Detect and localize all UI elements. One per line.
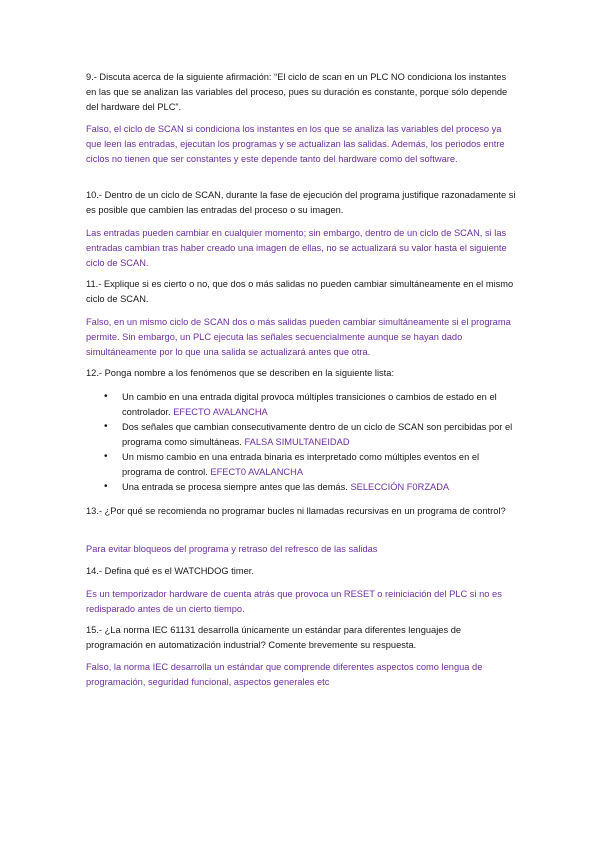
bullet-icon: • bbox=[104, 451, 108, 462]
list-item bbox=[104, 450, 518, 479]
list-item bbox=[104, 480, 518, 495]
answer-9: Falso, el ciclo de SCAN si condiciona los instantes en los que se analiza las variables del proceso ya que leen las entradas, ejecutan los programas y se actualizan las salidas. Además, los periodos entre ciclos no tienen que ser constantes y este depende tanto del hardware como del software. bbox=[86, 124, 505, 164]
question-9: 9.- Discuta acerca de la siguiente afirmación: “El ciclo de scan en un PLC NO condiciona los instantes en las que se analizan las variables del proceso, pues su duración es constante, porque sólo depende del hardware del PLC”. bbox=[86, 72, 508, 112]
list-item-text: Dos señales que cambian consecutivamente dentro de un ciclo de SCAN son percibidas por el programa como simultáneas. bbox=[122, 422, 513, 447]
bullet-icon: • bbox=[104, 391, 108, 402]
question-13: 13.- ¿Por qué se recomienda no programar bucles ni llamadas recursivas en un programa de control? bbox=[86, 506, 506, 516]
list-item bbox=[104, 390, 518, 419]
question-15: 15.- ¿La norma IEC 61131 desarrolla únicamente un estándar para diferentes lenguajes de programación en automatización industrial? Comente brevemente su respuesta. bbox=[86, 625, 462, 650]
list-item-text: Un cambio en una entrada digital provoca múltiples transiciones o cambios de estado en el controlador. bbox=[122, 392, 497, 417]
bullet-icon: • bbox=[104, 481, 108, 492]
list-item-answer: EFECT0 AVALANCHA bbox=[210, 466, 304, 477]
answer-11: Falso, en un mismo ciclo de SCAN dos o más salidas pueden cambiar simultáneamente si el programa permite. Sin embargo, un PLC ejecuta las señales secuencialmente aunque se hayan dado simultáneamente por lo que una salida se actualizará antes que otra. bbox=[86, 317, 511, 357]
phenomena-list bbox=[104, 390, 518, 496]
list-item-text: Una entrada se procesa siempre antes que las demás. bbox=[122, 482, 348, 492]
question-11: 11.- Explique si es cierto o no, que dos o más salidas no pueden cambiar simultáneamente en el mismo ciclo de SCAN. bbox=[86, 279, 514, 304]
answer-14: Es un temporizador hardware de cuenta atrás que provoca un RESET o reiniciación del PLC si no es redisparado antes de un cierto tiempo. bbox=[86, 589, 502, 614]
list-item-answer: SELECCIÓN F0RZADA bbox=[350, 482, 450, 492]
answer-13: Para evitar bloqueos del programa y retraso del refresco de las salidas bbox=[86, 544, 378, 554]
list-item-text: Un mismo cambio en una entrada binaria es interpretado como múltiples eventos en el programa de control. bbox=[122, 452, 480, 477]
list-item bbox=[104, 420, 518, 449]
question-12: 12.- Ponga nombre a los fenómenos que se describen en la siguiente lista: bbox=[86, 368, 395, 378]
question-14: 14.- Defina qué es el WATCHDOG timer. bbox=[86, 566, 254, 576]
question-10: 10.- Dentro de un ciclo de SCAN, durante la fase de ejecución del programa justifique razonadamente si es posible que cambien las entradas del proceso o su imagen. bbox=[86, 190, 516, 215]
bullet-icon: • bbox=[104, 421, 108, 432]
list-item-answer: EFECTO AVALANCHA bbox=[173, 406, 268, 417]
answer-10: Las entradas pueden cambiar en cualquier momento; sin embargo, dentro de un ciclo de SCAN, si las entradas cambian tras haber creado una imagen de ellas, no se actualizará su valor hasta el siguiente ciclo de SCAN. bbox=[86, 228, 507, 268]
list-item-answer: FALSA SIMULTANEIDAD bbox=[244, 436, 350, 447]
answer-15: Falso, la norma IEC desarrolla un estándar que comprende diferentes aspectos como lengua de programación, seguridad funcional, aspectos generales etc bbox=[86, 662, 483, 687]
